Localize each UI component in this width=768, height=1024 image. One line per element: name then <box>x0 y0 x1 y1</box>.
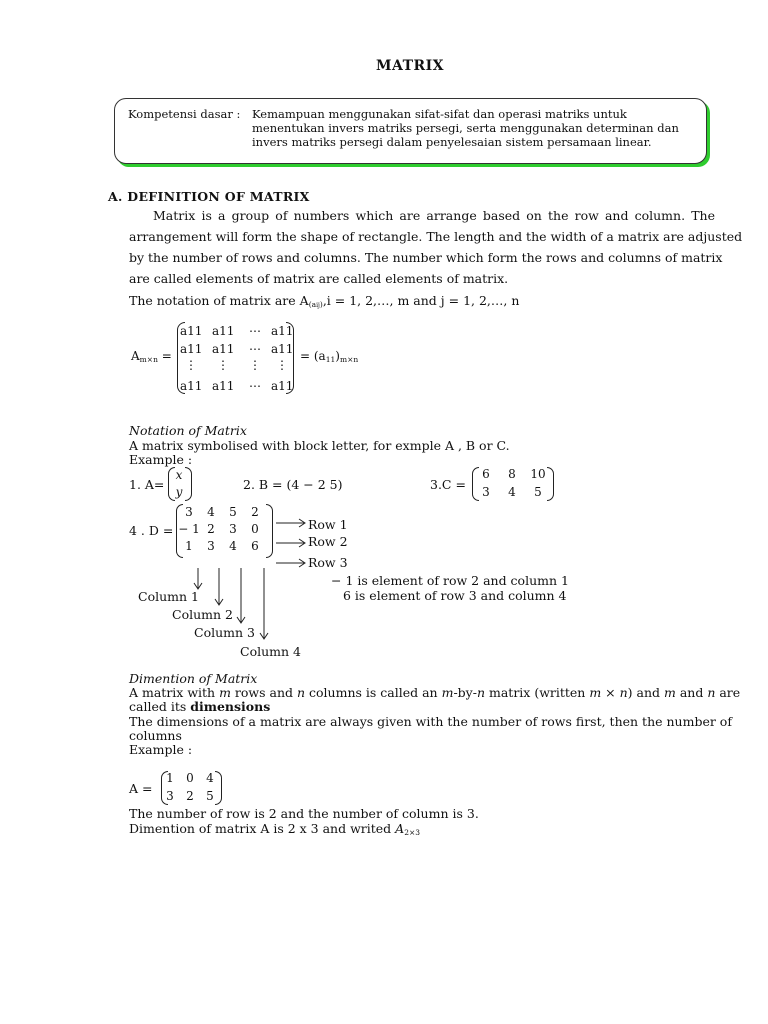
matrix-entry: a11 <box>212 342 235 356</box>
dimension-note: The number of row is 2 and the number of column is 3. <box>129 806 479 821</box>
example-1-label: 1. A= <box>129 477 165 492</box>
matrix-entry: 4 <box>508 485 516 499</box>
row-label: Row 3 <box>308 555 348 570</box>
example-label: Example : <box>129 452 193 467</box>
matrix-entry: 5 <box>206 789 214 803</box>
dimension-heading: Dimention of Matrix <box>129 671 258 686</box>
matrix-entry: a11 <box>212 379 235 393</box>
matrix-entry: a11 <box>271 379 294 393</box>
column-label: Column 4 <box>240 644 301 659</box>
matrix-entry: 1 <box>166 771 174 785</box>
notation-heading: Notation of Matrix <box>129 423 247 438</box>
matrix-entry: ⋯ <box>249 324 261 338</box>
kompetensi-line: menentukan invers matriks persegi, serta menggunakan determinan dan <box>252 121 679 135</box>
matrix-entry: ⋯ <box>249 379 261 393</box>
matrix-entry: 1 <box>185 539 193 553</box>
matrix-entry: 10 <box>530 467 546 481</box>
matrix-entry: 0 <box>186 771 194 785</box>
matrix-entry: 6 <box>251 539 259 553</box>
dimension-note: Dimention of matrix A is 2 x 3 and writed $A_{2\times 3}$ <box>129 821 421 837</box>
section-heading: A. DEFINITION OF MATRIX <box>108 189 310 204</box>
matrix-entry: ⋯ <box>249 342 261 356</box>
matrix-entry: ⋮ <box>217 358 229 372</box>
matrix-entry: ⋮ <box>185 358 197 372</box>
matrix-entry: 2 <box>251 505 259 519</box>
column-label: Column 1 <box>138 589 199 604</box>
column-label: Column 2 <box>172 607 233 622</box>
paragraph-line: are called elements of matrix are called elements of matrix. <box>129 271 509 286</box>
matrix-entry: 6 <box>482 467 490 481</box>
matrix-entry: 3 <box>185 505 193 519</box>
matrix-entry: 5 <box>229 505 237 519</box>
dimension-line: The dimensions of a matrix are always given with the number of rows first, then the number of <box>129 714 732 729</box>
matrix-entry: a11 <box>180 324 203 338</box>
dimension-line: called its dimensions <box>129 699 271 714</box>
paragraph-line: by the number of rows and columns. The number which form the rows and columns of matrix <box>129 250 723 265</box>
kompetensi-line: invers matriks persegi dalam penyelesaian sistem persamaan linear. <box>252 135 652 149</box>
example-label: Example : <box>129 742 193 757</box>
general-matrix-rhs: = $(a_{11})_{m\times n}$ <box>300 349 359 364</box>
matrix-entry: 3 <box>229 522 237 536</box>
matrix-entry: a11 <box>180 379 203 393</box>
notation-line: The notation of matrix are $A_{(aij)},i = 1$, 2,…, m and j = 1, 2,…, n <box>129 293 520 309</box>
dimension-line: columns <box>129 728 182 743</box>
matrix-entry: 4 <box>229 539 237 553</box>
paragraph-line: Matrix is a group of numbers which are arrange based on the row and column. The <box>153 208 715 223</box>
matrix-entry: 3 <box>166 789 174 803</box>
matrix-entry: 5 <box>534 485 542 499</box>
matrix-entry: 8 <box>508 467 516 481</box>
matrix-entry: 2 <box>186 789 194 803</box>
page-title: MATRIX <box>375 58 445 74</box>
matrix-entry: 3 <box>207 539 215 553</box>
matrix-entry: ⋮ <box>249 358 261 372</box>
row-label: Row 2 <box>308 534 348 549</box>
matrix-entry: y <box>175 485 183 499</box>
matrix-entry: − 1 <box>178 522 200 536</box>
column-label: Column 3 <box>194 625 255 640</box>
general-matrix-lhs: $A_{m\times n}$ = <box>131 349 172 364</box>
element-note: − 1 is element of row 2 and column 1 <box>331 573 569 588</box>
example-4-label: 4 . D = <box>129 523 174 538</box>
matrix-entry: a11 <box>180 342 203 356</box>
matrix-entry: 3 <box>482 485 490 499</box>
kompetensi-line: Kemampuan menggunakan sifat-sifat dan operasi matriks untuk <box>252 107 627 121</box>
example-2-label: 2. B = (4 − 2 5) <box>243 477 343 492</box>
kompetensi-label: Kompetensi dasar : <box>128 107 241 121</box>
example-3-label: 3.C = <box>430 477 466 492</box>
row-arrows <box>272 516 312 568</box>
element-note: 6 is element of row 3 and column 4 <box>343 588 567 603</box>
matrix-entry: x <box>175 468 183 482</box>
dimension-line: A matrix with m rows and n columns is called an m-by-n matrix (written m × n) and m and n are <box>129 685 741 700</box>
matrix-entry: 4 <box>206 771 214 785</box>
matrix-entry: 2 <box>207 522 215 536</box>
paragraph-line: arrangement will form the shape of rectangle. The length and the width of a matrix are adjusted <box>129 229 743 244</box>
matrix-entry: ⋮ <box>276 358 288 372</box>
notation-line: A matrix symbolised with block letter, for exmple A , B or C. <box>129 438 510 453</box>
matrix-entry: a11 <box>271 342 294 356</box>
matrix-entry: a11 <box>271 324 294 338</box>
matrix-entry: a11 <box>212 324 235 338</box>
matrix-label: A = <box>129 781 153 796</box>
row-label: Row 1 <box>308 517 348 532</box>
matrix-entry: 4 <box>207 505 215 519</box>
matrix-entry: 0 <box>251 522 259 536</box>
